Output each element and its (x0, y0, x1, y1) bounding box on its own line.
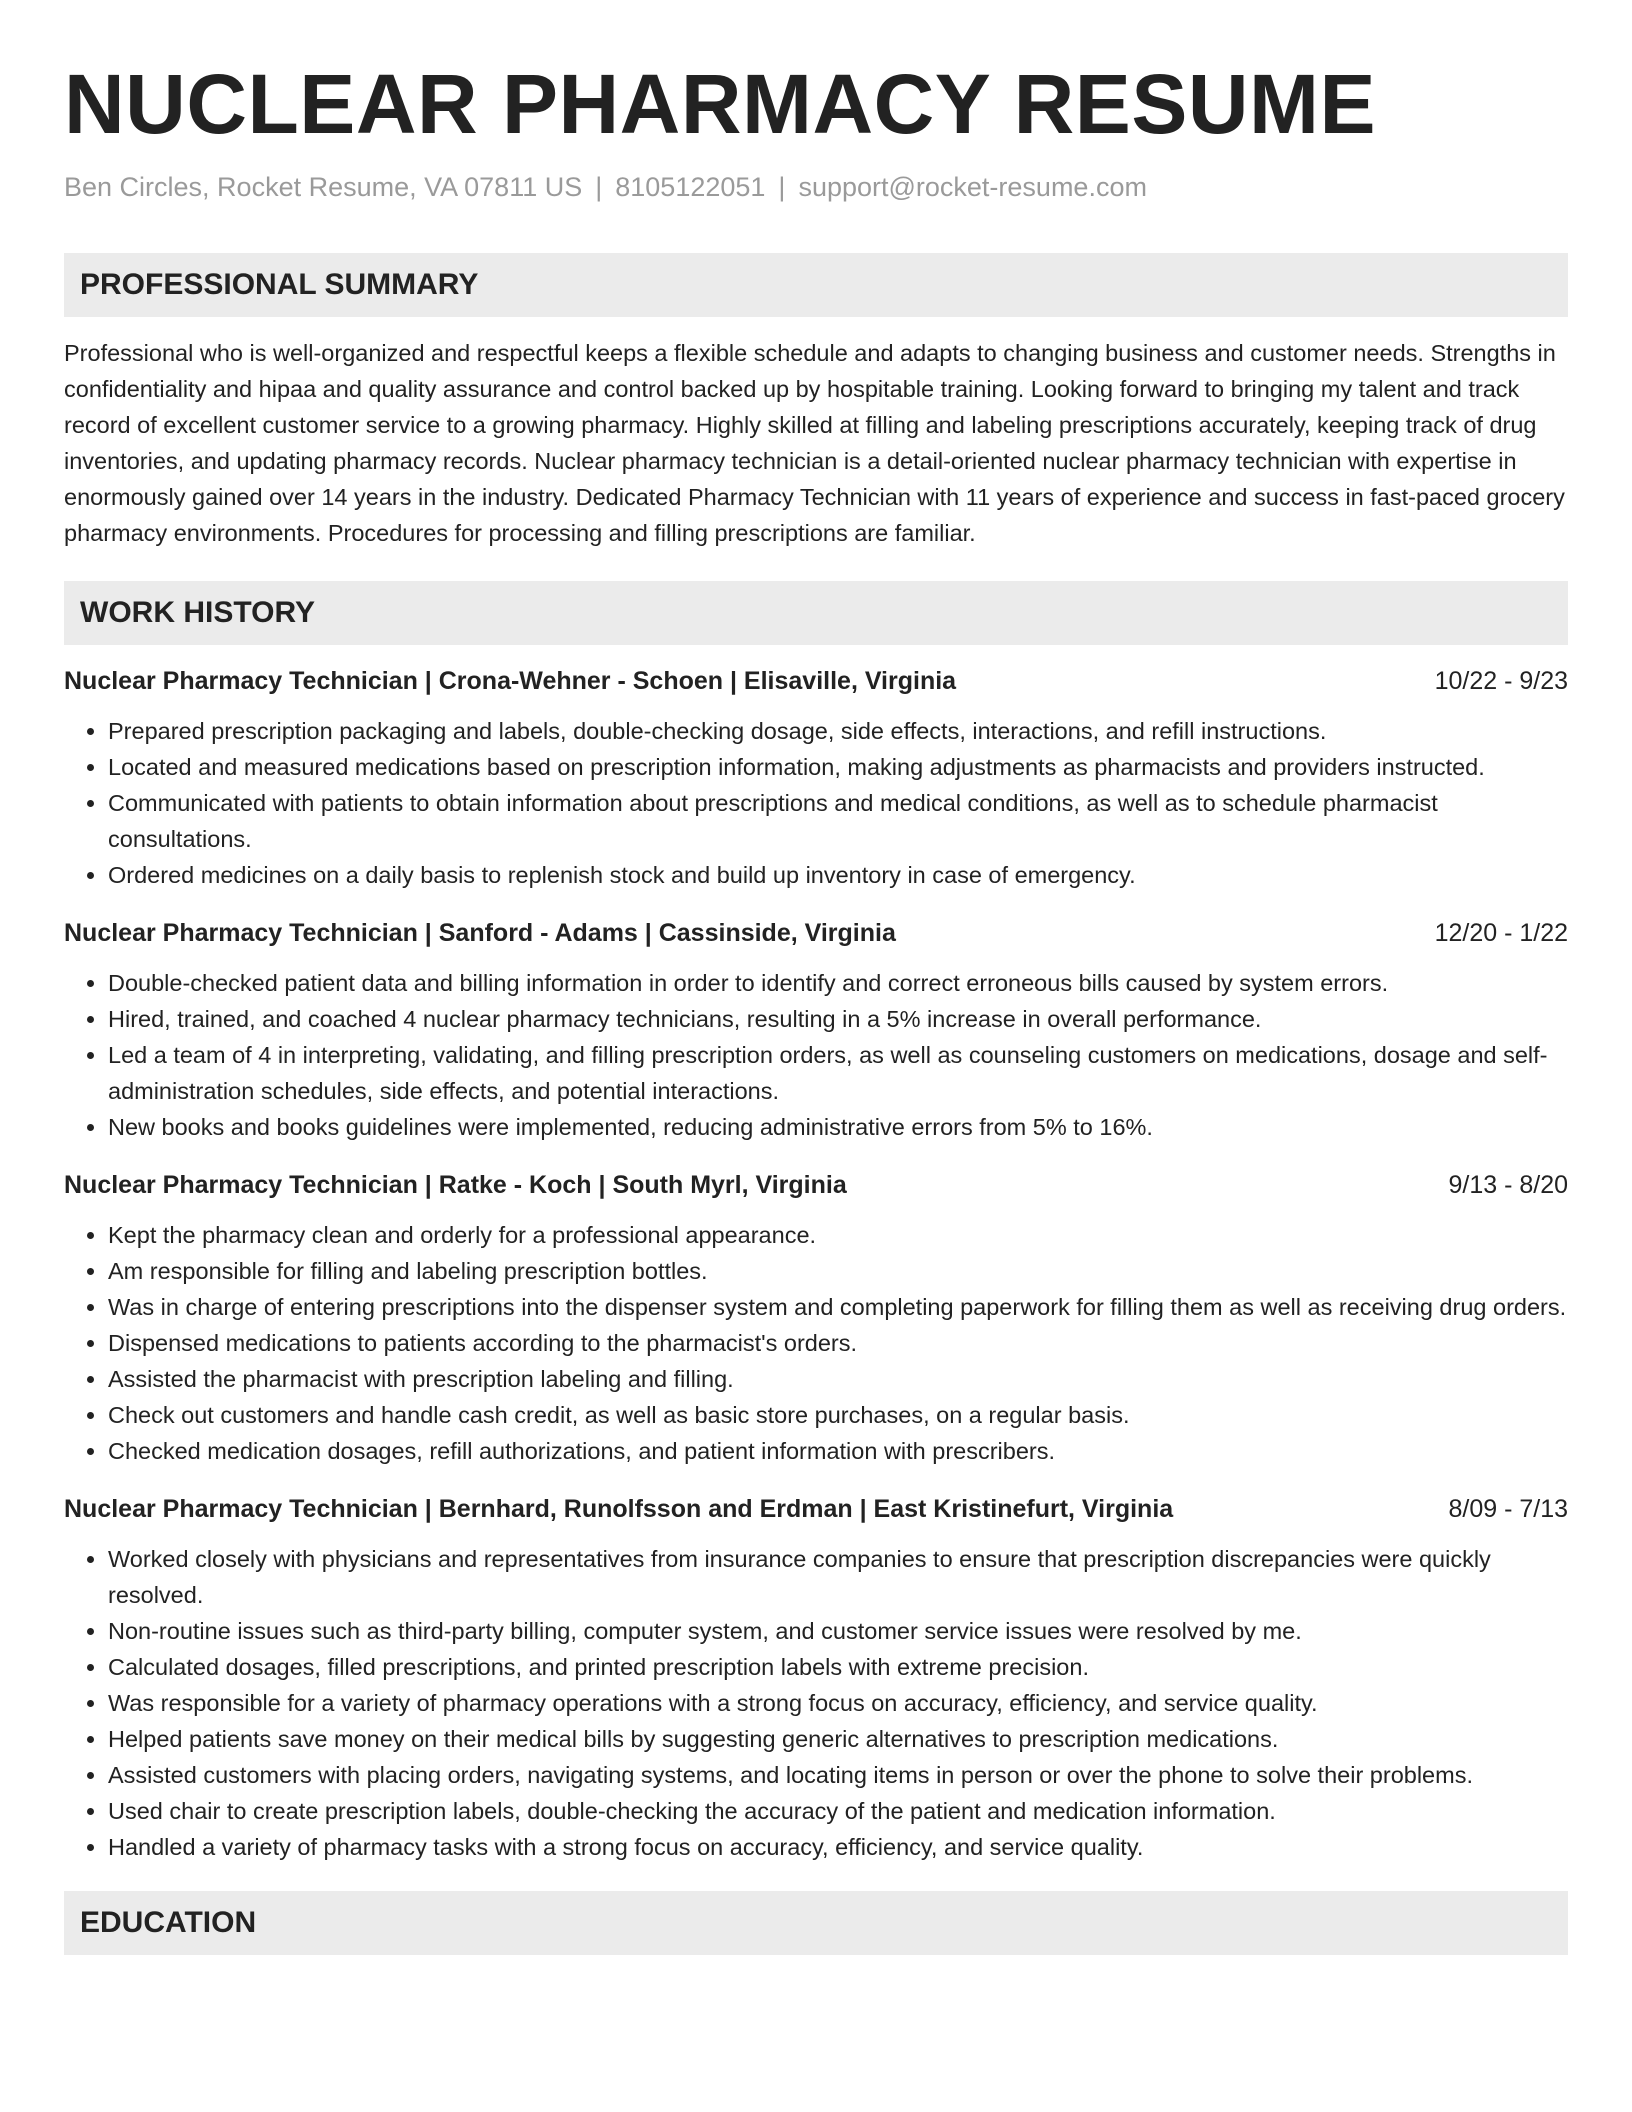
job-header (64, 1167, 1568, 1203)
contact-address: Ben Circles, Rocket Resume, VA 07811 US (64, 172, 583, 202)
summary-heading: PROFESSIONAL SUMMARY (64, 253, 1568, 317)
job-bullet: • Dispensed medications to patients according to the pharmacist's orders. (108, 1325, 1568, 1361)
resume-title: NUCLEAR PHARMACY RESUME (64, 57, 1377, 151)
job-dates: 10/22 - 9/23 (1434, 667, 1568, 695)
contact-separator: | (595, 172, 603, 202)
job-bullet: • Hired, trained, and coached 4 nuclear pharmacy technicians, resulting in a 5% increase in overall performance. (108, 1001, 1568, 1037)
job-header (64, 915, 1568, 951)
education-heading: EDUCATION (64, 1891, 1568, 1955)
job-bullet: • Was in charge of entering prescriptions into the dispenser system and completing paperwork for filling them as well as receiving drug orders. (108, 1289, 1568, 1325)
job-bullets (64, 1217, 1568, 1469)
summary-text: Professional who is well-organized and respectful keeps a flexible schedule and adapts to changing business and customer needs. Strengths in confidentiality and hipaa and quality assurance and control backed up by hospitable training. Looking forward to bringing my talent and track record of excellent customer service to a growing pharmacy. Highly skilled at filling and labeling prescriptions accurately, keeping track of drug inventories, and updating pharmacy records. Nuclear pharmacy technician is a detail-oriented nuclear pharmacy technician with expertise in enormously gained over 14 years in the industry. Dedicated Pharmacy Technician with 11 years of experience and success in fast-paced grocery pharmacy environments. Procedures for processing and filling prescriptions are familiar. (64, 340, 1565, 546)
job-bullet: • Am responsible for filling and labeling prescription bottles. (108, 1253, 1568, 1289)
contact-email: support@rocket-resume.com (798, 172, 1147, 202)
job-bullet: • Worked closely with physicians and representatives from insurance companies to ensure that prescription discrepancies were quickly resolved. (108, 1541, 1568, 1613)
job-bullet: • Assisted the pharmacist with prescription labeling and filling. (108, 1361, 1568, 1397)
job-bullet: • Prepared prescription packaging and labels, double-checking dosage, side effects, interactions, and refill instructions. (108, 713, 1568, 749)
job-bullet: • Calculated dosages, filled prescriptions, and printed prescription labels with extreme precision. (108, 1649, 1568, 1685)
job-title: Nuclear Pharmacy Technician | Sanford - Adams | Cassinside, Virginia (64, 919, 896, 947)
job-entry (64, 663, 1568, 893)
job-bullets (64, 1541, 1568, 1865)
job-bullets (64, 713, 1568, 893)
job-bullet: • Handled a variety of pharmacy tasks with a strong focus on accuracy, efficiency, and service quality. (108, 1829, 1568, 1865)
job-title: Nuclear Pharmacy Technician | Crona-Wehner - Schoen | Elisaville, Virginia (64, 667, 957, 695)
work-history-heading: WORK HISTORY (64, 581, 1568, 645)
job-dates: 9/13 - 8/20 (1448, 1171, 1568, 1199)
job-bullet: • Check out customers and handle cash credit, as well as basic store purchases, on a regular basis. (108, 1397, 1568, 1433)
job-bullet: • Led a team of 4 in interpreting, validating, and filling prescription orders, as well as counseling customers on medications, dosage and self-administration schedules, side effects, and potential interactions. (108, 1037, 1568, 1109)
contact-phone: 8105122051 (615, 172, 766, 202)
contact-line (64, 172, 1568, 203)
job-bullet: • New books and books guidelines were implemented, reducing administrative errors from 5% to 16%. (108, 1109, 1568, 1145)
job-bullet: • Helped patients save money on their medical bills by suggesting generic alternatives to prescription medications. (108, 1721, 1568, 1757)
job-header (64, 663, 1568, 699)
job-entry (64, 1491, 1568, 1865)
job-bullet: • Kept the pharmacy clean and orderly for a professional appearance. (108, 1217, 1568, 1253)
job-bullet: • Ordered medicines on a daily basis to replenish stock and build up inventory in case of emergency. (108, 857, 1568, 893)
job-bullet: • Assisted customers with placing orders, navigating systems, and locating items in person or over the phone to solve their problems. (108, 1757, 1568, 1793)
job-bullet: • Was responsible for a variety of pharmacy operations with a strong focus on accuracy, efficiency, and service quality. (108, 1685, 1568, 1721)
job-dates: 12/20 - 1/22 (1434, 919, 1568, 947)
job-header (64, 1491, 1568, 1527)
job-bullet: • Used chair to create prescription labels, double-checking the accuracy of the patient and medication information. (108, 1793, 1568, 1829)
job-dates: 8/09 - 7/13 (1448, 1495, 1568, 1523)
job-bullets (64, 965, 1568, 1145)
contact-separator: | (778, 172, 786, 202)
job-bullet: • Double-checked patient data and billing information in order to identify and correct erroneous bills caused by system errors. (108, 965, 1568, 1001)
job-title: Nuclear Pharmacy Technician | Ratke - Koch | South Myrl, Virginia (64, 1171, 847, 1199)
job-bullet: • Located and measured medications based on prescription information, making adjustments as pharmacists and providers instructed. (108, 749, 1568, 785)
job-entry (64, 1167, 1568, 1469)
job-bullet: • Checked medication dosages, refill authorizations, and patient information with prescribers. (108, 1433, 1568, 1469)
job-bullet: • Communicated with patients to obtain information about prescriptions and medical conditions, as well as to schedule pharmacist consultations. (108, 785, 1568, 857)
job-title: Nuclear Pharmacy Technician | Bernhard, Runolfsson and Erdman | East Kristinefurt, Virginia (64, 1495, 1174, 1523)
job-entry (64, 915, 1568, 1145)
job-bullet: • Non-routine issues such as third-party billing, computer system, and customer service issues were resolved by me. (108, 1613, 1568, 1649)
